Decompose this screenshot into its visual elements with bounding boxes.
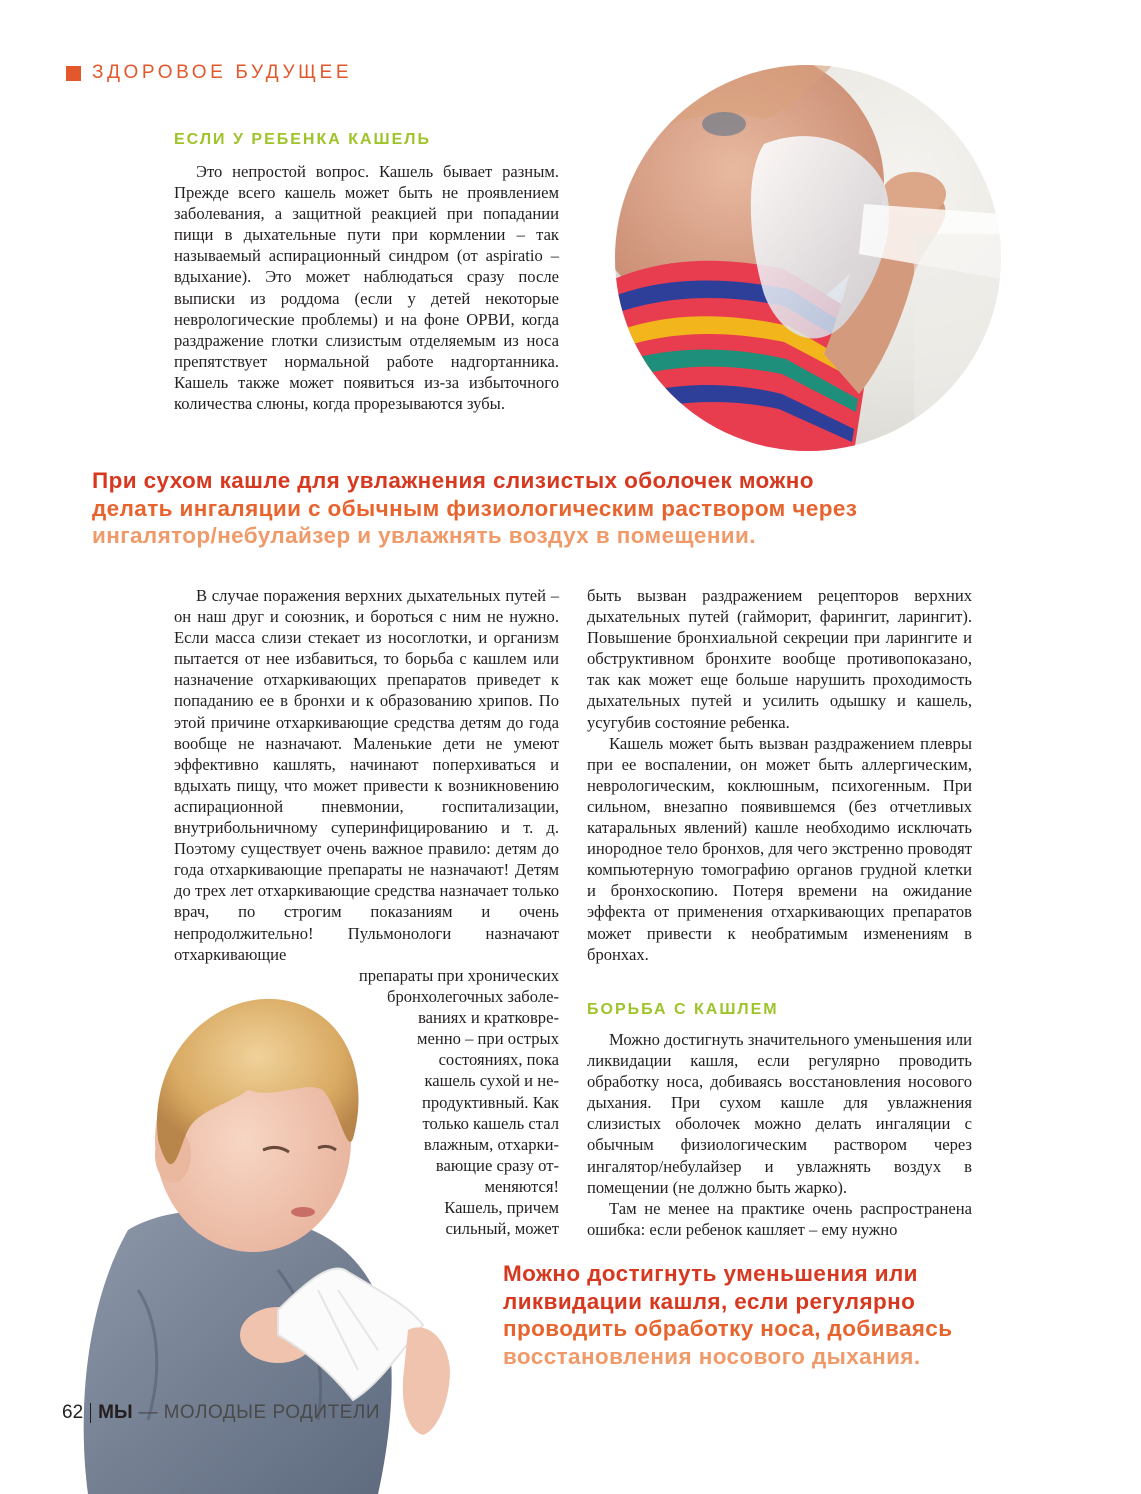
pullquote-2 <box>503 1260 952 1370</box>
footer-dash: — <box>138 1402 158 1423</box>
pullquote-2-line: проводить обработку носа, добиваясь <box>503 1316 953 1341</box>
section-square-icon <box>66 66 81 81</box>
wrap-line: менно – при острых <box>417 1029 559 1049</box>
column-2-paragraph: Кашель может быть вызван раздражением плевры при ее воспалении, он может быть аллергическим, неврологическим, коклюшным, психогенным. При сильном, внезапно появившемся (без отчетливых катаральных явлений) кашле необходимо исключать инородное тело бронхов, для чего экстренно проводят компьютерную томографию органов грудной клетки и бронхоскопию. Потеря времени на ожидание эффекта от применения отхаркивающих препаратов может привести к необратимым изменениям в бронхах. <box>587 733 972 964</box>
column-2-paragraph: быть вызван раздражением рецепторов верхних дыхательных путей (гайморит, фарингит, ларингит). Повышение бронхиальной секреции при ларингите и обструктивном бронхите вообще противопоказано, так как может еще больше нарушить проходимость дыхательных путей и усилить одышку и кашель, усугубив состояние ребенка. <box>587 586 972 732</box>
wrap-line: Кашель, причем <box>444 1198 559 1218</box>
wrap-line: препараты при хронических <box>358 966 559 985</box>
page-footer <box>62 1402 380 1424</box>
child-with-inhaler-photo <box>614 64 1002 452</box>
pullquote-2-line: ликвидации кашля, если регулярно <box>503 1288 916 1314</box>
intro-paragraph <box>174 161 559 414</box>
magazine-brand: МЫ <box>98 1402 133 1423</box>
column-2-paragraph: Можно достигнуть значительного уменьшения или ликвидации кашля, если регулярно проводить обработку носа, добиваясь восстановления носового дыхания. При сухом кашле для увлажнения слизистых оболочек можно делать ингаляции с обычным физиологическим раствором через ингалятор/небулайзер и увлажнять воздух в помещении (не должно быть жарко). <box>587 1030 972 1197</box>
section-title: ЗДОРОВОЕ БУДУЩЕЕ <box>92 62 353 83</box>
pullquote-1-line: ингалятор/небулайзер и увлажнять воздух в помещении. <box>92 523 756 548</box>
wrap-line: влажным, отхарки- <box>423 1134 559 1154</box>
column-2-paragraph: Там не менее на практике очень распространена ошибка: если ребенок кашляет – ему нужно <box>587 1198 972 1239</box>
magazine-name: МОЛОДЫЕ РОДИТЕЛИ <box>163 1402 380 1423</box>
wrap-line: бронхолегочных заболе- <box>387 987 559 1007</box>
column-1 <box>174 585 559 965</box>
pullquote-1-line: делать ингаляции с обычным физиологическим раствором через <box>92 495 858 521</box>
column-1-paragraph: В случае поражения верхних дыхательных путей – он наш друг и союзник, и бороться с ним не нужно. Если масса слизи стекает из носоглотки, и организм пытается от нее избавиться, то борьба с кашлем или назначение отхаркивающих препаратов приведет к попаданию ее в бронхи и к образованию хрипов. По этой причине отхаркивающие средства детям до года вообще не назначают. Маленькие дети не умеют эффективно кашлять, начинают поперхиваться и вдыхать пищу, что может привести к возникновению аспирационной пневмонии, госпитализации, внутрибольничному суперинфицированию и т. д. Поэтому существует очень важное правило: детям до года отхаркивающие препараты не назначают! Детям до трех лет отхаркивающие средства назначает только врач, по строгим показаниям и очень непродолжительно! Пульмонологи назначают отхаркивающие <box>174 586 559 964</box>
column-2-lower <box>587 1029 972 1240</box>
pullquote-2-line: восстановления носового дыхания. <box>503 1343 921 1369</box>
article-heading: ЕСЛИ У РЕБЕНКА КАШЕЛЬ <box>174 131 432 148</box>
wrap-line: продуктивный. Как <box>421 1092 559 1112</box>
wrap-line: сильный, может <box>445 1219 559 1239</box>
footer-divider <box>90 1403 91 1423</box>
wrap-line: ваниях и кратковре- <box>418 1008 559 1028</box>
pullquote-1 <box>92 467 857 550</box>
section-label <box>66 60 352 86</box>
pullquote-1-line: При сухом кашле для увлажнения слизистых оболочек можно <box>92 468 814 493</box>
wrap-line: кашель сухой и не- <box>424 1071 559 1091</box>
section-heading: БОРЬБА С КАШЛЕМ <box>587 1001 779 1018</box>
pullquote-2-line: Можно достигнуть уменьшения или <box>503 1261 918 1286</box>
wrap-line: только кашель стал <box>422 1113 559 1133</box>
intro-text: Это непростой вопрос. Кашель бывает разным. Прежде всего кашель может быть не проявлением заболевания, а защитной реакцией при попадании пищи в дыхательные пути при кормлении – так называемый аспирационный синдром (от aspiratio – вдыхание). Это может наблюдаться сразу после выписки из роддома (если у детей некоторые неврологические проблемы) и на фоне ОРВИ, когда раздражение глотки слизистым отделяемым из носа препятствует нормальной работе надгортанника. Кашель также может появиться из-за избыточного количества слюны, когда прорезываются зубы. <box>174 162 559 414</box>
wrap-line: меняются! <box>484 1176 559 1196</box>
wrap-line: вающие сразу от- <box>435 1155 559 1175</box>
column-2 <box>587 585 972 965</box>
page-number: 62 <box>62 1402 84 1423</box>
wrap-line: состояниях, пока <box>438 1050 559 1070</box>
